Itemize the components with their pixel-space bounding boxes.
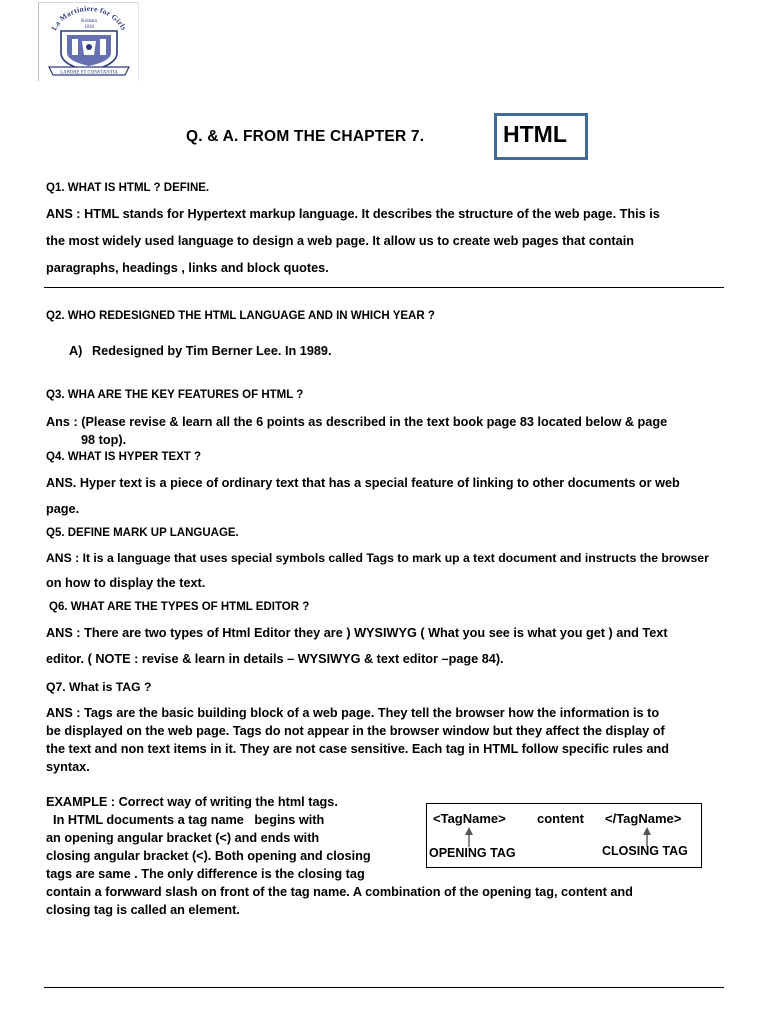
html-title-text: HTML <box>503 121 567 147</box>
q3-answer-line: Ans : (Please revise & learn all the 6 points as described in the text book page 83 located below & page <box>46 415 668 429</box>
q7-answer-line: the text and non text items in it. They are not case sensitive. Each tag in HTML follow specific rules and <box>46 742 670 756</box>
q7-answer-line: syntax. <box>46 760 90 774</box>
arrow-up-icon <box>464 827 474 847</box>
school-logo-frame <box>38 2 139 81</box>
footer-divider <box>44 987 724 988</box>
q4-answer-line: page. <box>46 502 80 516</box>
q7-answer-line: ANS : Tags are the basic building block of a web page. They tell the browser how the information is to <box>46 706 660 720</box>
example-line: EXAMPLE : Correct way of writing the html tags. <box>46 795 338 809</box>
q2-answer-marker: A) <box>69 344 83 358</box>
q6-question: Q6. WHAT ARE THE TYPES OF HTML EDITOR ? <box>49 601 310 613</box>
logo-year: 1836 <box>84 25 94 30</box>
content-text: content <box>537 811 584 826</box>
example-line: contain a forwward slash on front of the tag name. A combination of the opening tag, content and <box>46 885 633 899</box>
opening-tag-text: <TagName> <box>433 811 506 826</box>
q4-question: Q4. WHAT IS HYPER TEXT ? <box>46 451 202 463</box>
q2-answer: Redesigned by Tim Berner Lee. In 1989. <box>92 344 332 358</box>
example-line: an opening angular bracket (<) and ends with <box>46 831 320 845</box>
page-title: Q. & A. FROM THE CHAPTER 7. <box>186 128 425 145</box>
q2-question: Q2. WHO REDESIGNED THE HTML LANGUAGE AND IN WHICH YEAR ? <box>46 310 435 322</box>
html-title-box <box>494 113 588 160</box>
logo-arc-text: La Martiniere for Girls <box>49 3 129 32</box>
closing-tag-caption: CLOSING TAG <box>602 844 688 858</box>
example-line: closing angular bracket (<). Both opening and closing <box>46 849 371 863</box>
q6-answer-line: editor. ( NOTE : revise & learn in details – WYSIWYG & text editor –page 84). <box>46 652 504 666</box>
q7-question: Q7. What is TAG ? <box>46 680 152 694</box>
q7-answer-line: be displayed on the web page. Tags do not appear in the browser window but they affect the display of <box>46 724 665 738</box>
opening-tag-caption: OPENING TAG <box>429 846 516 860</box>
q5-answer-line: ANS : It is a language that uses special symbols called Tags to mark up a text document and instructs the browser <box>46 551 709 565</box>
q3-answer-line: 98 top). <box>81 433 127 447</box>
example-line: In HTML documents a tag name begins with <box>46 813 325 827</box>
example-line: closing tag is called an element. <box>46 903 240 917</box>
q3-question: Q3. WHA ARE THE KEY FEATURES OF HTML ? <box>46 389 304 401</box>
closing-tag-text: </TagName> <box>605 811 682 826</box>
section-divider <box>44 287 724 288</box>
q1-answer-line: paragraphs, headings , links and block quotes. <box>46 261 329 275</box>
logo-city: Kolkata <box>81 19 97 24</box>
school-crest-logo <box>39 3 138 81</box>
q5-question: Q5. DEFINE MARK UP LANGUAGE. <box>46 527 239 539</box>
example-line: tags are same . The only difference is the closing tag <box>46 867 365 881</box>
tag-structure-diagram <box>426 803 702 868</box>
q5-answer-line: on how to display the text. <box>46 576 206 590</box>
q1-question: Q1. WHAT IS HTML ? DEFINE. <box>46 182 210 194</box>
logo-motto: LABORE ET CONSTANTIA <box>60 70 118 76</box>
q4-answer-line: ANS. Hyper text is a piece of ordinary text that has a special feature of linking to other documents or web <box>46 476 680 490</box>
q6-answer-line: ANS : There are two types of Html Editor they are ) WYSIWYG ( What you see is what you get ) and Text <box>46 626 668 640</box>
q1-answer-line: the most widely used language to design a web page. It allow us to create web pages that contain <box>46 234 634 248</box>
q1-answer-line: ANS : HTML stands for Hypertext markup language. It describes the structure of the web page. This is <box>46 207 660 221</box>
